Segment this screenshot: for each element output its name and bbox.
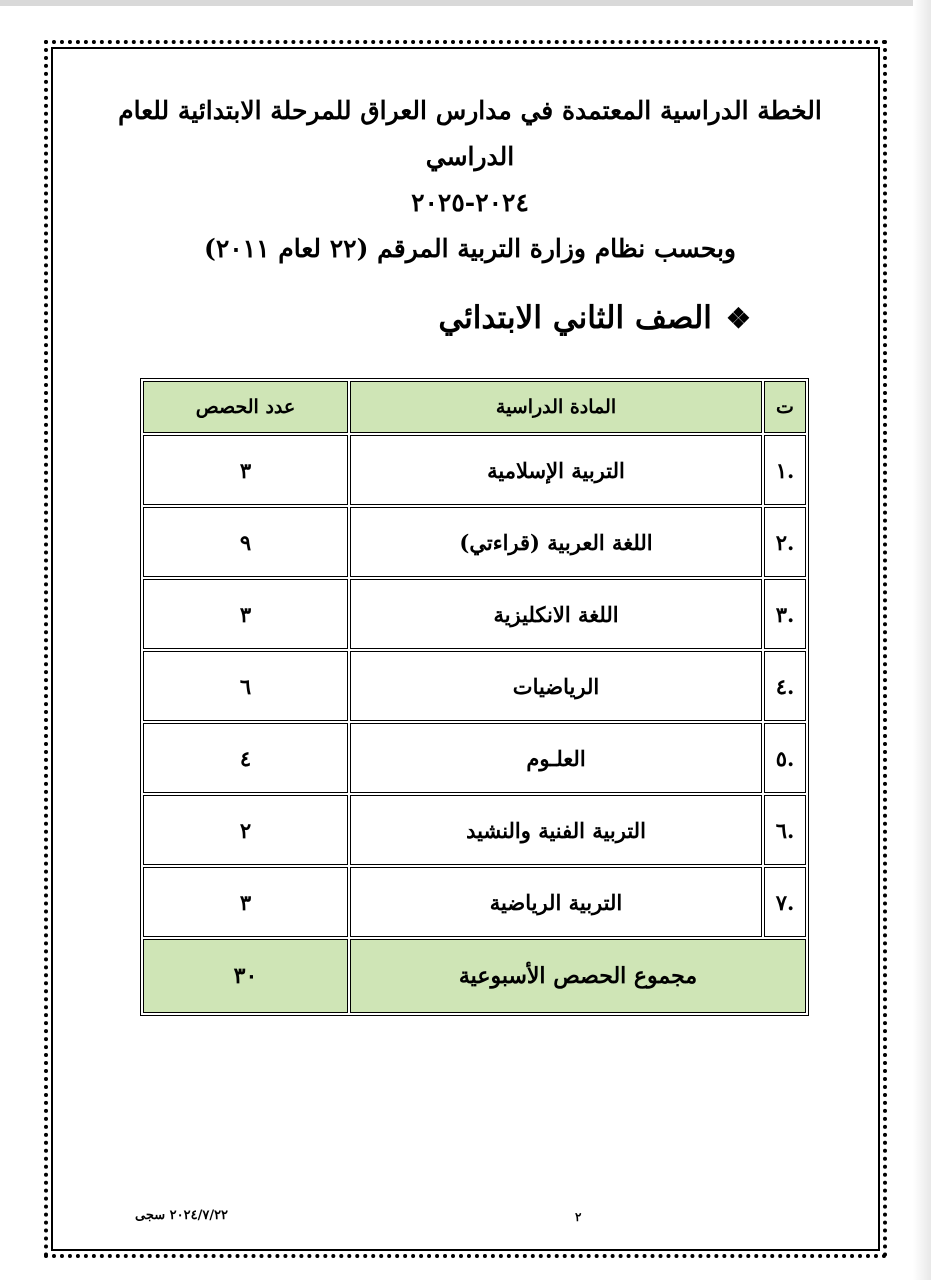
- table-row: [143, 795, 806, 865]
- row-num: .١: [764, 435, 806, 505]
- title-line-2: ٢٠٢٤-٢٠٢٥: [411, 188, 529, 217]
- row-subject: الرياضيات: [350, 651, 762, 721]
- header-periods: عدد الحصص: [143, 381, 348, 433]
- row-periods: ٣: [143, 579, 348, 649]
- total-label: مجموع الحصص الأسبوعية: [350, 939, 806, 1013]
- grade-heading-text: الصف الثاني الابتدائي: [438, 300, 712, 336]
- row-subject: العلـوم: [350, 723, 762, 793]
- row-subject: التربية الفنية والنشيد: [350, 795, 762, 865]
- header-subject: المادة الدراسية: [350, 381, 762, 433]
- row-subject: التربية الرياضية: [350, 867, 762, 937]
- table-row: [143, 579, 806, 649]
- row-subject: اللغة الانكليزية: [350, 579, 762, 649]
- table-row: [143, 507, 806, 577]
- row-periods: ٦: [143, 651, 348, 721]
- row-num: .٢: [764, 507, 806, 577]
- table-row: [143, 651, 806, 721]
- row-periods: ٣: [143, 867, 348, 937]
- row-periods: ٩: [143, 507, 348, 577]
- header-num: ت: [764, 381, 806, 433]
- footer-date: ٢٠٢٤/٧/٢٢ سجى: [135, 1208, 229, 1223]
- top-edge: [0, 0, 931, 6]
- total-value: ٣٠: [143, 939, 348, 1013]
- page-shadow: [913, 0, 931, 1280]
- table-header-row: [143, 381, 806, 433]
- row-subject: اللغة العربية (قراءتي): [350, 507, 762, 577]
- page-number: ٢: [575, 1210, 582, 1224]
- document-title: [90, 88, 850, 272]
- title-line-3: وبحسب نظام وزارة التربية المرقم (٢٢ لعام ٢٠١١): [203, 234, 736, 263]
- grade-heading: [438, 300, 751, 336]
- diamond-star-icon: ❖: [725, 301, 751, 335]
- row-num: .٤: [764, 651, 806, 721]
- row-periods: ٣: [143, 435, 348, 505]
- row-num: .٧: [764, 867, 806, 937]
- table-row: [143, 723, 806, 793]
- study-plan-table: [140, 378, 809, 1016]
- table-row: [143, 867, 806, 937]
- row-num: .٦: [764, 795, 806, 865]
- title-line-1: الخطة الدراسية المعتمدة في مدارس العراق للمرحلة الابتدائية للعام الدراسي: [118, 96, 822, 171]
- row-num: .٥: [764, 723, 806, 793]
- row-periods: ٢: [143, 795, 348, 865]
- row-num: .٣: [764, 579, 806, 649]
- table-row: [143, 435, 806, 505]
- row-subject: التربية الإسلامية: [350, 435, 762, 505]
- table-total-row: [143, 939, 806, 1013]
- row-periods: ٤: [143, 723, 348, 793]
